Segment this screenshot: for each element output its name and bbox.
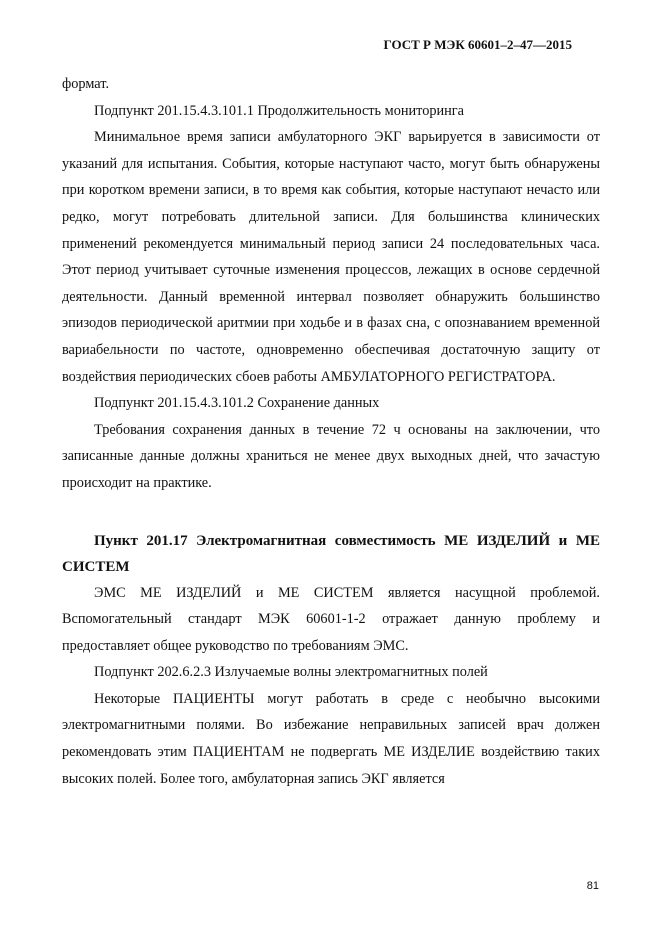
- paragraph-emc: ЭМС МЕ ИЗДЕЛИЙ и МЕ СИСТЕМ является насущной проблемой. Вспомогательный стандарт МЭК 60601-1-2 отражает данную проблему и предоставляет общее руководство по требованиям ЭМС.: [62, 584, 600, 654]
- subclause-title-data-storage: Подпункт 201.15.4.3.101.2 Сохранение данных: [94, 395, 380, 412]
- paragraph-continuation: формат.: [62, 76, 110, 92]
- standard-header: ГОСТ Р МЭК 60601–2–47—2015: [383, 37, 572, 52]
- page-number: 81: [586, 880, 599, 892]
- document-body: [62, 71, 600, 792]
- clause-heading-emc: Пункт 201.17 Электромагнитная совместимость МЕ ИЗДЕЛИЙ и МЕ СИСТЕМ: [62, 532, 600, 575]
- subclause-title-radiated-fields: Подпункт 202.6.2.3 Излучаемые волны электромагнитных полей: [94, 664, 488, 681]
- paragraph-patients-fields: Некоторые ПАЦИЕНТЫ могут работать в среде с необычно высокими электромагнитными полями. Во избежание неправильных записей врач должен рекомендовать этим ПАЦИЕНТАМ не подвергать МЕ ИЗДЕЛИЕ воздействию таких высоких полей. Более того, амбулаторная запись ЭКГ является: [62, 690, 600, 787]
- subclause-title-monitoring-duration: Подпункт 201.15.4.3.101.1 Продолжительность мониторинга: [94, 102, 465, 119]
- paragraph-data-storage: Требования сохранения данных в течение 72 ч основаны на заключении, что записанные данные должны храниться не менее двух выходных дней, что зачастую происходит на практике.: [62, 421, 600, 491]
- paragraph-recording-time: Минимальное время записи амбулаторного ЭКГ варьируется в зависимости от указаний для испытания. События, которые наступают часто, могут быть обнаружены при коротком времени записи, в то время как события, которые наступают нечасто или редко, могут потребовать длительной записи. Для большинства клинических применений рекомендуется минимальный период записи 24 последовательных часа. Этот период учитывает суточные изменения процессов, лежащих в основе сердечной деятельности. Данный временной интервал позволяет обнаружить большинство эпизодов периодической аритмии при ходьбе и в фазах сна, с опознаванием временной вариабельности по частоте, одновременно обеспечивая достаточную защиту от воздействия периодических сбоев работы АМБУЛАТОРНОГО РЕГИСТРАТОРА.: [62, 129, 600, 385]
